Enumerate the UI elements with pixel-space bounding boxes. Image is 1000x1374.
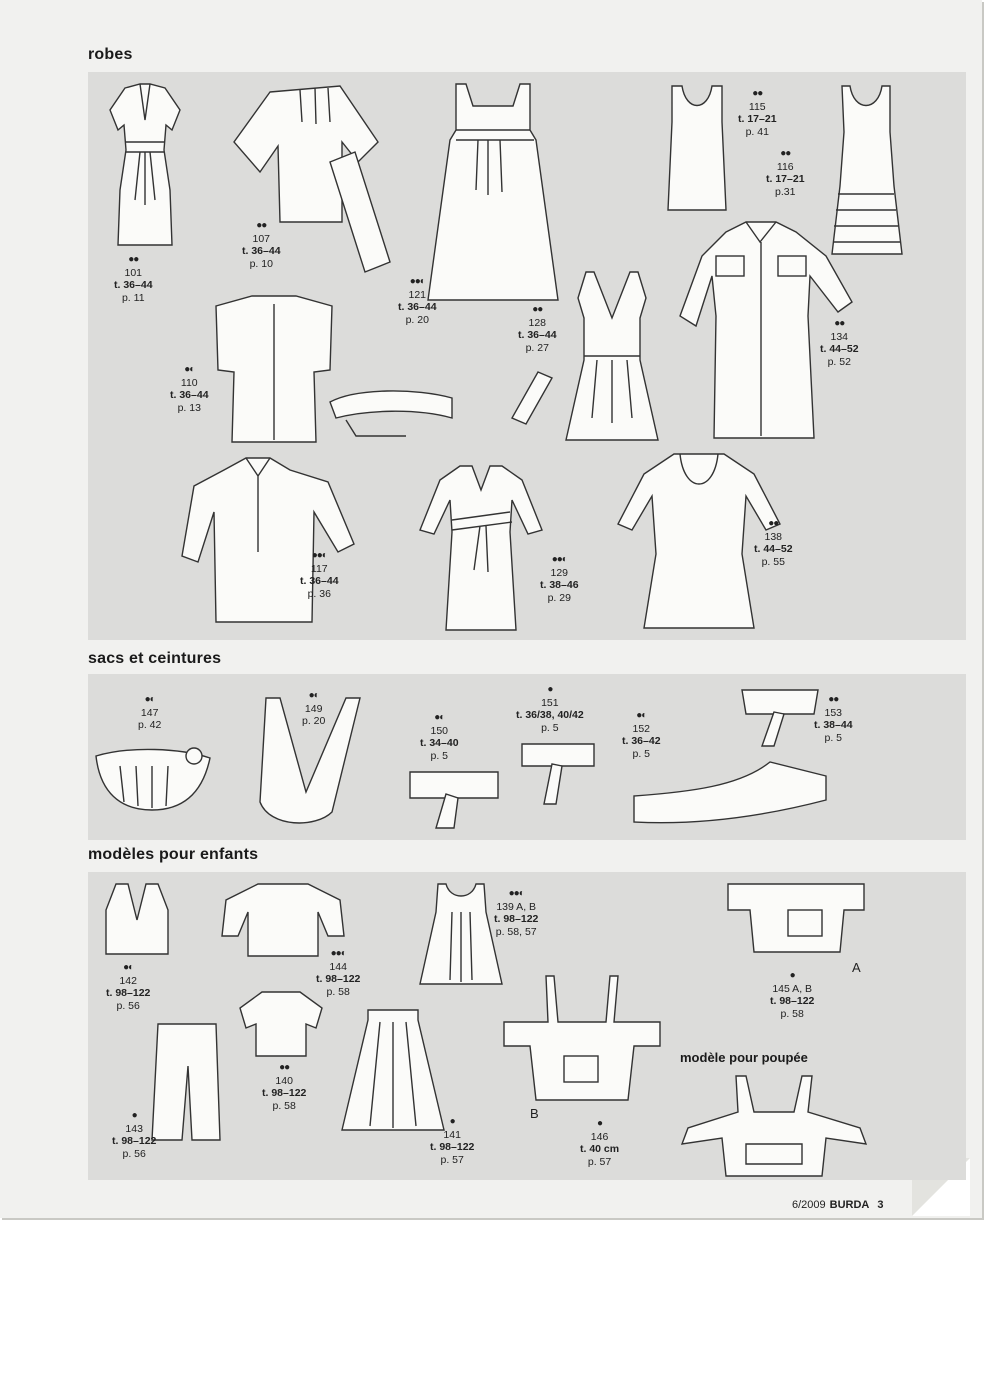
- dress-128-sketch: [562, 268, 662, 444]
- label-143: ● 143 t. 98–122 p. 56: [112, 1110, 157, 1160]
- label-139: ●●◐ 139 A, B t. 98–122 p. 58, 57: [494, 888, 539, 938]
- tunic-110-sketch: [212, 290, 336, 446]
- belt-128-sketch: [508, 368, 558, 428]
- section-title-sacs: sacs et ceintures: [88, 650, 222, 667]
- label-151: ● 151 t. 36/38, 40/42 p. 5: [516, 684, 584, 734]
- page-footer: [792, 1199, 884, 1211]
- label-110: ●◐ 110 t. 36–44 p. 13: [170, 364, 209, 414]
- apron-139b-sketch: [500, 972, 664, 1106]
- label-140: ●● 140 t. 98–122 p. 58: [262, 1062, 307, 1112]
- bag-147-sketch: [90, 736, 220, 816]
- footer-page-number: 3: [877, 1199, 884, 1211]
- section-title-robes: robes: [88, 46, 133, 63]
- dress-121-sketch: [418, 80, 568, 310]
- label-138: ●● 138 t. 44–52 p. 55: [754, 518, 793, 568]
- label-116: ●● 116 t. 17–21 p.31: [766, 148, 805, 198]
- label-121: ●●◐ 121 t. 36–44 p. 20: [398, 276, 437, 326]
- top-115-sketch: [664, 82, 730, 214]
- footer-brand: BURDA: [829, 1199, 870, 1211]
- label-129: ●●◐ 129 t. 38–46 p. 29: [540, 554, 579, 604]
- label-134: ●● 134 t. 44–52 p. 52: [820, 318, 859, 368]
- label-152: ●◐ 152 t. 36–42 p. 5: [622, 710, 661, 760]
- variant-letter-b: B: [530, 1106, 539, 1121]
- apron-145a-sketch: [724, 880, 868, 960]
- trousers-143-sketch: [148, 1020, 224, 1144]
- belt-151-sketch: [518, 738, 598, 808]
- label-107: ●● 107 t. 36–44 p. 10: [242, 220, 281, 270]
- label-150: ●◐ 150 t. 34–40 p. 5: [420, 712, 459, 762]
- label-144: ●●◐ 144 t. 98–122 p. 58: [316, 948, 361, 998]
- section-title-poupee: modèle pour poupée: [680, 1050, 808, 1065]
- blouse-140-sketch: [236, 988, 326, 1060]
- label-145: ● 145 A, B t. 98–122 p. 58: [770, 970, 815, 1020]
- label-147: ●◐ 147 p. 42: [138, 694, 162, 731]
- dress-139-sketch: [416, 880, 506, 990]
- skirt-141-sketch: [338, 1006, 448, 1134]
- section-title-enfants: modèles pour enfants: [88, 846, 259, 863]
- label-141: ● 141 t. 98–122 p. 57: [430, 1116, 475, 1166]
- footer-issue: 6/2009: [792, 1199, 826, 1211]
- dress-129-sketch: [416, 460, 546, 636]
- label-117: ●●◐ 117 t. 36–44 p. 36: [300, 550, 339, 600]
- belt-110-sketch: [326, 384, 456, 440]
- belt-152-sketch: [630, 756, 830, 830]
- shirt-117-sketch: [178, 452, 358, 628]
- label-101: ●● 101 t. 36–44 p. 11: [114, 254, 153, 304]
- belt-153-sketch: [738, 684, 822, 750]
- dress-101-sketch: [100, 80, 190, 250]
- belt-150-sketch: [406, 768, 502, 832]
- label-142: ●◐ 142 t. 98–122 p. 56: [106, 962, 151, 1012]
- scan-background: [0, 1222, 1000, 1374]
- label-115: ●● 115 t. 17–21 p. 41: [738, 88, 777, 138]
- label-146: ● 146 t. 40 cm p. 57: [580, 1118, 620, 1168]
- vest-142-sketch: [102, 880, 172, 960]
- label-149: ●◐ 149 p. 20: [302, 690, 326, 727]
- label-128: ●● 128 t. 36–44 p. 27: [518, 304, 557, 354]
- variant-letter-a: A: [852, 960, 861, 975]
- apron-doll-sketch: [676, 1072, 872, 1182]
- label-153: ●● 153 t. 38–44 p. 5: [814, 694, 853, 744]
